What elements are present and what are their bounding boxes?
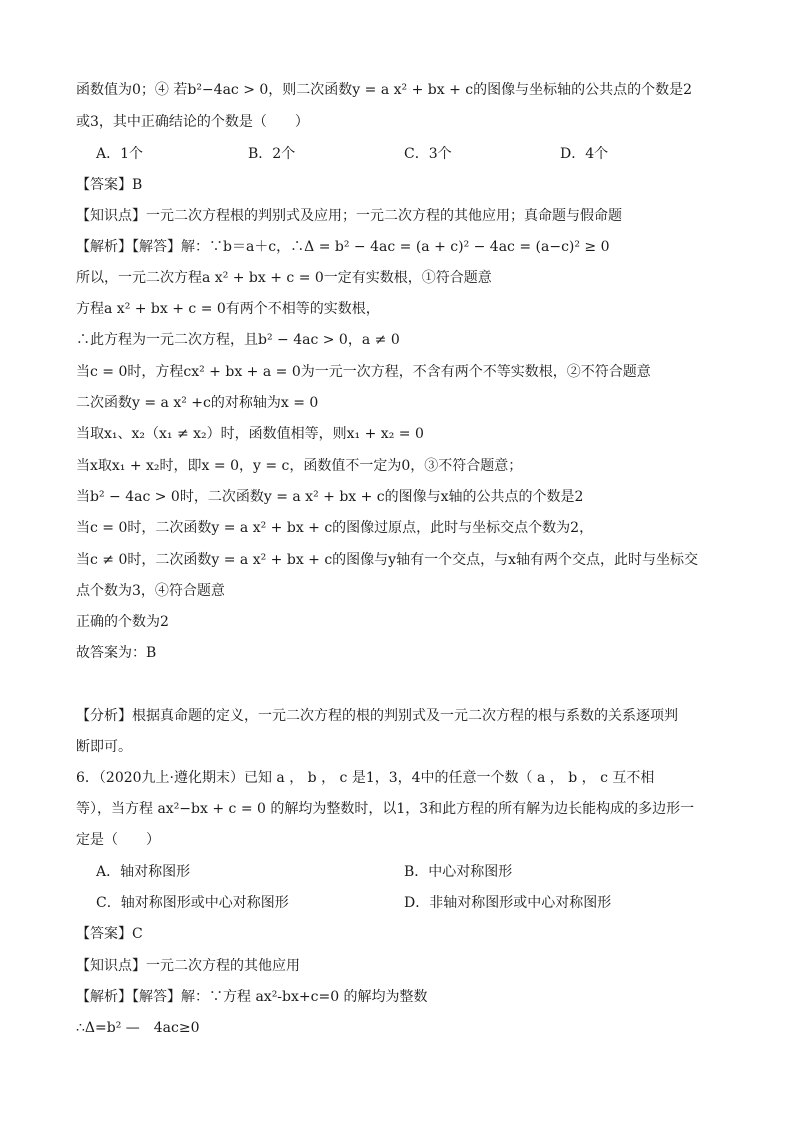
q5-option-b: B．2个 xyxy=(248,146,296,162)
q5-solution-line: 故答案为：B xyxy=(76,645,157,661)
q5-solution-line: 方程a x² + bx + c = 0有两个不相等的实数根， xyxy=(76,301,380,317)
q6-knowledge: 【知识点】一元二次方程的其他应用 xyxy=(76,958,300,974)
q6-option-c: C．轴对称图形或中心对称图形 xyxy=(96,895,289,911)
q5-analysis-line-1: 【分析】根据真命题的定义，一元二次方程的根的判别式及一元二次方程的根与系数的关系逐项判 xyxy=(76,708,678,724)
q6-stem-line-2: 等），当方程 ax²−bx + c = 0 的解均为整数时，以1，3和此方程的所有解为边长能构成的多边形一 xyxy=(76,801,695,817)
q5-solution-line: 当c ≠ 0时，二次函数y = a x² + bx + c的图像与y轴有一个交点，与x轴有两个交点，此时与坐标交 xyxy=(76,552,698,568)
q5-stem-line-1: 函数值为0；④ 若b²−4ac > 0，则二次函数y = a x² + bx + c的图像与坐标轴的公共点的个数是2 xyxy=(76,82,693,98)
q5-analysis-line-2: 断即可。 xyxy=(76,739,132,755)
q5-option-a: A．1个 xyxy=(96,146,144,162)
q5-solution-line: 二次函数y = a x² +c的对称轴为x = 0 xyxy=(76,395,319,411)
q5-solution-line: 当c = 0时，二次函数y = a x² + bx + c的图像过原点，此时与坐标交点个数为2， xyxy=(76,520,594,536)
q5-solution-line: 点个数为3，④符合题意 xyxy=(76,583,225,599)
q6-solution-line-1: 【解析】【解答】解：∵方程 ax²-bx+c=0 的解均为整数 xyxy=(76,989,428,1005)
q5-solution-line: ∴此方程为一元二次方程，且b² − 4ac > 0，a ≠ 0 xyxy=(76,332,400,348)
q6-option-a: A．轴对称图形 xyxy=(96,864,191,880)
q6-stem-line-3: 定是（ ） xyxy=(76,832,160,848)
q6-option-b: B．中心对称图形 xyxy=(404,864,513,880)
q5-knowledge: 【知识点】一元二次方程根的判别式及应用；一元二次方程的其他应用；真命题与假命题 xyxy=(76,208,622,224)
q5-solution-line: 当b² − 4ac > 0时，二次函数y = a x² + bx + c的图像与x轴的公共点的个数是2 xyxy=(76,489,584,505)
q6-answer: 【答案】C xyxy=(76,926,143,942)
q6-solution-line-2: ∴Δ=b² — 4ac≥0 xyxy=(76,1020,200,1036)
q5-option-c: C．3个 xyxy=(404,146,452,162)
q5-answer: 【答案】B xyxy=(76,177,143,193)
q5-solution-line: 当x取x₁ + x₂时，即x = 0，y = c，函数值不一定为0，③不符合题意； xyxy=(76,458,523,474)
q5-option-d: D．4个 xyxy=(560,146,609,162)
q5-solution-line: 正确的个数为2 xyxy=(76,614,169,630)
q5-solution-line: 当c = 0时，方程cx² + bx + a = 0为一元一次方程，不含有两个不等实数根，②不符合题意 xyxy=(76,364,651,380)
q5-solution-line: 【解析】【解答】解：∵b＝a＋c，∴Δ = b² − 4ac = (a + c)² − 4ac = (a−c)² ≥ 0 xyxy=(76,239,610,255)
q6-option-d: D．非轴对称图形或中心对称图形 xyxy=(404,895,612,911)
q5-solution-line: 所以，一元二次方程a x² + bx + c = 0一定有实数根，①符合题意 xyxy=(76,270,492,286)
q5-solution-line: 当取x₁、x₂（x₁ ≠ x₂）时，函数值相等，则x₁ + x₂ = 0 xyxy=(76,426,424,442)
q5-stem-line-2: 或3，其中正确结论的个数是（ ） xyxy=(76,114,309,130)
q6-stem-line-1: 6．（2020九上·遵化期末）已知 a ， b ， c 是1，3，4中的任意一个数（ a ， b ， c 互不相 xyxy=(76,770,655,786)
